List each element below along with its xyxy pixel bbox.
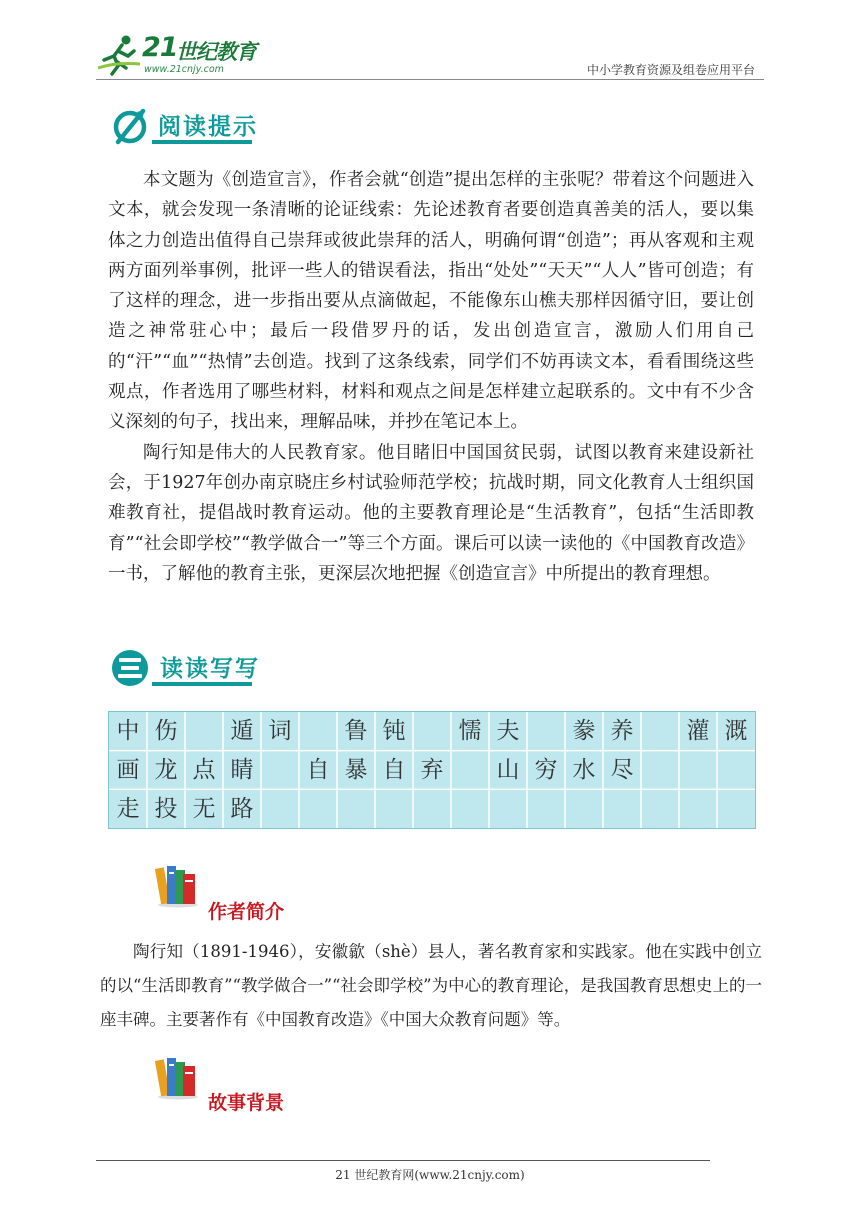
grid-char: 无: [192, 795, 216, 822]
read-write-icon: [110, 648, 150, 688]
vocabulary-grid: [108, 711, 756, 829]
site-logo: [96, 30, 266, 80]
header-divider: [96, 79, 764, 80]
footer-divider: [96, 1160, 710, 1161]
author-intro-text: 陶行知（1891-1946），安徽歙（shè）县人，著名教育家和实践家。他在实践中创立的以“生活即教育”“教学做合一”“社会即学校”为中心的教育理论，是我国教育思想史上的一座丰碑。主要著作有《中国教育改造》《中国大众教育问题》等。: [100, 942, 762, 1029]
grid-char: 山: [496, 757, 520, 783]
author-intro-body: [100, 935, 762, 1037]
grid-char: 点: [192, 757, 216, 783]
grid-char: 睛: [230, 757, 254, 783]
read-write-underline: [152, 682, 252, 686]
read-write-title: 读读写写: [160, 656, 260, 682]
books-icon: [152, 1052, 200, 1100]
logo-url: www.21cnjy.com: [144, 64, 224, 75]
grid-char: 灌: [686, 718, 710, 745]
grid-char: 钝: [382, 718, 406, 745]
reading-tip-title: 阅读提示: [158, 114, 258, 140]
reading-tip-underline: [152, 140, 252, 144]
grid-char: 龙: [154, 757, 178, 783]
reading-tip-paragraph-2: 陶行知是伟大的人民教育家。他目睹旧中国国贫民弱，试图以教育来建设新社会，于1927年创办南京晓庄乡村试验师范学校；抗战时期，同文化教育人士组织国难教育社，提倡战时教育运动。他的主要教育理论是“生活教育”，包括“生活即教育”“社会即学校”“教学做合一”等三个方面。课后可以读一读他的《中国教育改造》一书，了解他的教育主张，更深层次地把握《创造宣言》中所提出的教育理想。: [108, 442, 754, 584]
reading-tip-icon: [110, 106, 150, 146]
grid-char: 路: [230, 795, 254, 822]
story-background-title: 故事背景: [208, 1092, 285, 1114]
grid-char: 中: [116, 718, 140, 745]
grid-char: 尽: [610, 757, 634, 783]
grid-char: 遁: [230, 718, 254, 745]
grid-char: 词: [268, 718, 292, 745]
grid-char: 夫: [496, 718, 520, 745]
grid-char: 鲁: [344, 718, 368, 745]
logo-name: 世纪教育: [176, 40, 256, 64]
grid-char: 投: [154, 795, 178, 822]
runner-logo-icon: [96, 34, 144, 76]
grid-char: 自: [306, 757, 330, 783]
reading-tip-body: [108, 165, 754, 589]
grid-char: 养: [610, 718, 634, 745]
books-icon: [152, 860, 200, 908]
platform-name: 中小学教育资源及组卷应用平台: [586, 63, 755, 77]
grid-char: 水: [572, 757, 596, 783]
grid-char: 懦: [458, 718, 482, 745]
grid-char: 豢: [572, 718, 596, 745]
grid-char: 弃: [420, 757, 444, 783]
grid-char: 溉: [724, 718, 748, 745]
logo-number: 21: [142, 32, 178, 63]
author-intro-title: 作者简介: [208, 901, 285, 923]
grid-char: 画: [116, 757, 140, 783]
reading-tip-paragraph-1: 本文题为《创造宣言》，作者会就“创造”提出怎样的主张呢？带着这个问题进入文本，就会发现一条清晰的论证线索：先论述教育者要创造真善美的活人，要以集体之力创造出值得自己崇拜或彼此崇拜的活人，明确何谓“创造”；再从客观和主观两方面列举事例，批评一些人的错误看法，指出“处处”“天天”“人人”皆可创造；有了这样的理念，进一步指出要从点滴做起，不能像东山樵夫那样因循守旧，要让创造之神常驻心中；最后一段借罗丹的话，发出创造宣言，激励人们用自己的“汗”“血”“热情”去创造。找到了这条线索，同学们不妨再读文本，看看围绕这些观点，作者选用了哪些材料，材料和观点之间是怎样建立起联系的。文中有不少含义深刻的句子，找出来，理解品味，并抄在笔记本上。: [108, 170, 754, 433]
grid-char: 伤: [154, 718, 178, 745]
grid-char: 暴: [344, 757, 368, 783]
grid-char: 走: [116, 795, 140, 822]
grid-char: 自: [382, 757, 406, 783]
grid-char: 穷: [534, 757, 558, 783]
footer-text: 21 世纪教育网(www.21cnjy.com): [335, 1168, 525, 1182]
